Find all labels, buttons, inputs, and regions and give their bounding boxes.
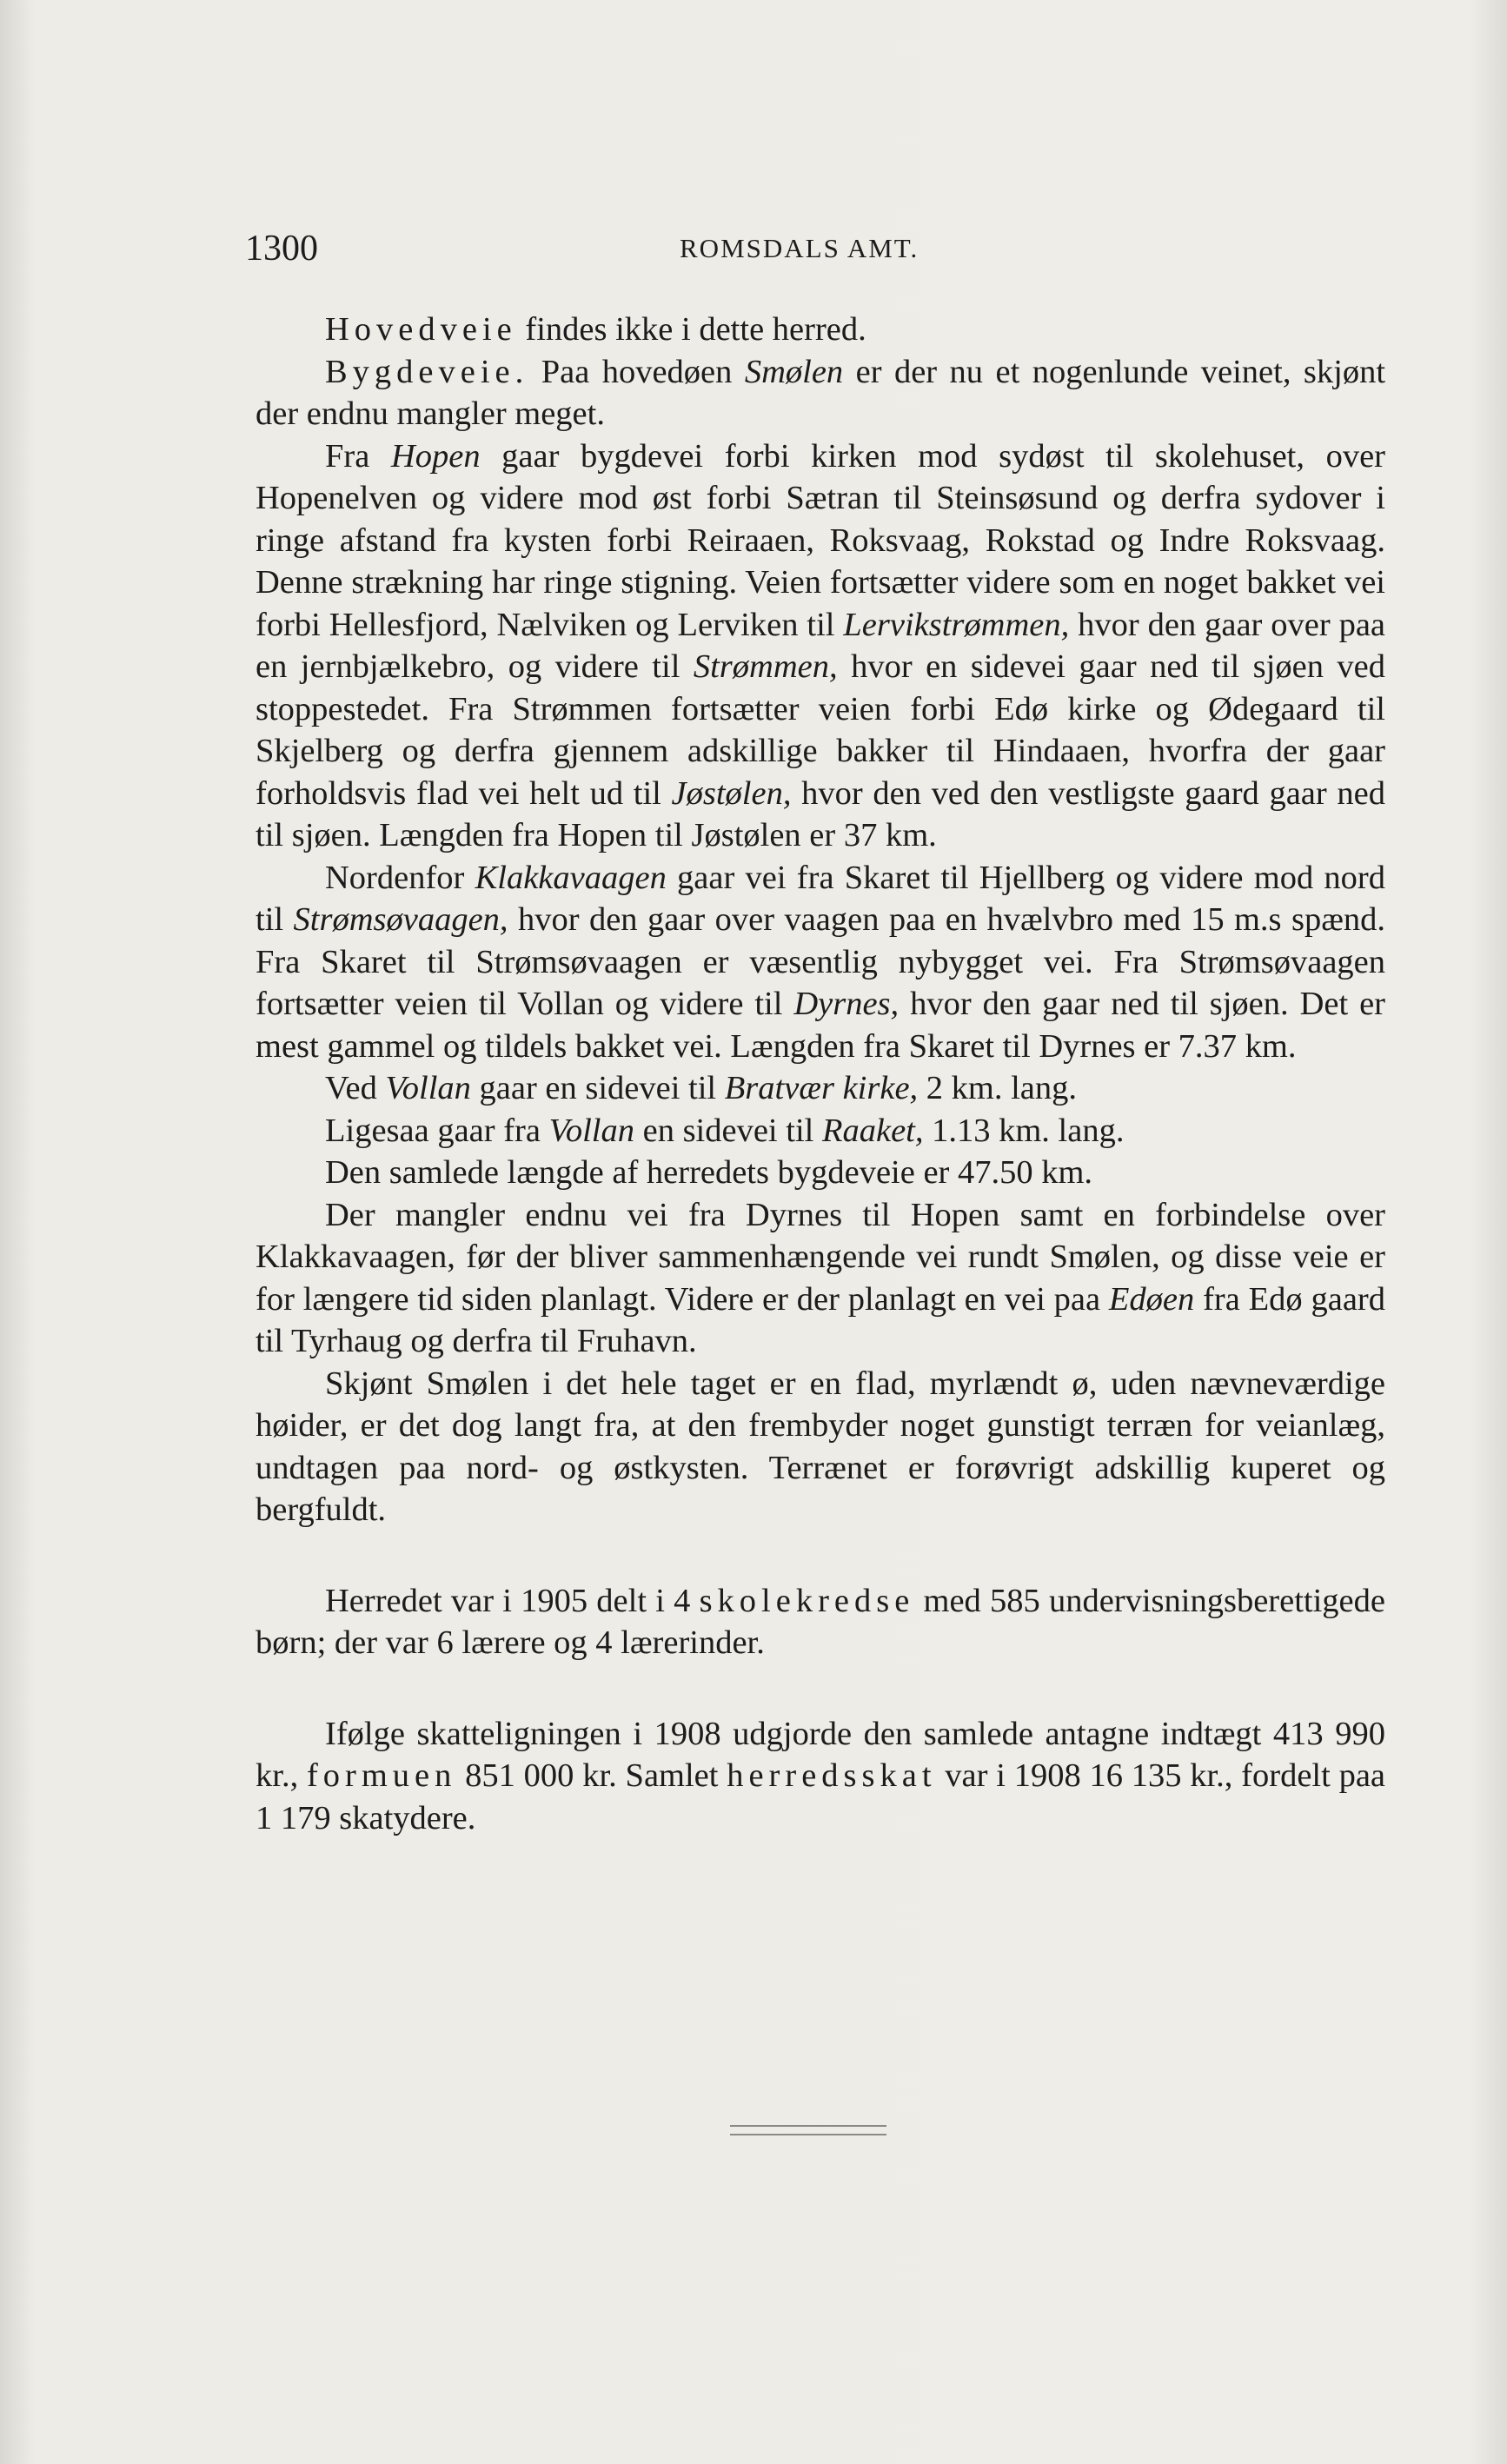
place-name: Strømsøvaagen, xyxy=(293,901,508,938)
paragraph-text: 851 000 kr. Samlet xyxy=(456,1757,727,1794)
paragraph-text: Nordenfor xyxy=(325,859,475,896)
section-term-skolekredse: skolekredse xyxy=(699,1582,915,1619)
paragraph-text: var i 1908 16 135 kr., fordelt paa 1 179 skatydere. xyxy=(256,1757,1385,1836)
paragraph-text: hvor den gaar ned til sjøen. Det er mest gammel og tildels bakket vei. Længden fra Skaret til Dyrnes er 7.37 km. xyxy=(256,986,1385,1065)
paragraph-text: hvor den gaar over vaagen paa en hvælvbro med 15 m.s spænd. Fra Skaret til Strømsøvaagen er væsentlig nybygget vei. Fra Strømsøvaagen fortsætter veien til Vollan og videre til xyxy=(256,901,1385,1022)
place-name: Edøen xyxy=(1108,1280,1195,1318)
paragraph-text: 2 km. lang. xyxy=(918,1070,1078,1106)
paragraph-text: Der mangler endnu vei fra Dyrnes til Hopen samt en forbindelse over Klakkavaagen, før der bliver sammenhængende vei rundt Smølen, og disse veie er for længere tid siden planlagt. Videre er der planlagt en vei paa xyxy=(256,1196,1385,1318)
section-term-formuen: formuen xyxy=(306,1757,457,1794)
paragraph-schools xyxy=(256,1580,1385,1664)
place-name: Vollan xyxy=(548,1112,634,1149)
place-name: Smølen xyxy=(744,353,844,390)
place-name: Bratvær kirke, xyxy=(724,1070,919,1106)
paragraph-text: Ifølge skatteligningen i 1908 udgjorde den samlede antagne indtægt 413 990 kr., xyxy=(256,1715,1385,1794)
paragraph-vollan-sidevei xyxy=(256,1067,1385,1110)
paragraph-text: hvor den ved den vestligste gaard gaar ned til sjøen. Længden fra Hopen til Jøstølen er 37 km. xyxy=(256,774,1385,853)
section-term-bygdeveie: Bygdeveie. xyxy=(325,353,529,390)
paragraph-text: Fra xyxy=(325,437,391,475)
paragraph-taxes xyxy=(256,1713,1385,1840)
paragraph-text: er der nu et nogenlunde veinet, skjønt der endnu mangler meget. xyxy=(256,353,1386,432)
paragraph-text: Ved xyxy=(325,1070,386,1106)
paragraph-terrain: Skjønt Smølen i det hele taget er en flad, myrlændt ø, uden nævneværdige høider, er det dog langt fra, at den frembyder noget gunstigt terræn for veianlæg, undtagen paa nord- og østkysten. Terrænet er forøvrigt adskillig kuperet og bergfuldt. xyxy=(256,1365,1385,1528)
page-header xyxy=(245,228,1401,280)
paragraph-text: hvor en sidevei gaar ned til sjøen ved stoppestedet. Fra Strømmen fortsætter veien forbi Edø kirke og Ødegaard til Skjelberg og derfra gjennem adskillige bakker til Hindaaen, hvorfra der gaar forholdsvis flad vei helt ud til xyxy=(256,648,1385,812)
section-term-herredsskat: herredsskat xyxy=(727,1757,937,1794)
paragraph-text: Herredet var i 1905 delt i 4 xyxy=(325,1582,700,1619)
paragraph-text: gaar bygdevei forbi kirken mod sydøst til skolehuset, over Hopenelven og videre mod øst forbi Sætran til Steinsøsund og derfra sydover i ringe afstand fra kysten forbi Reiraaen, Roksvaag, Rokstad og Indre Roksvaag. Denne strækning har ringe stigning. Veien fortsætter videre som en noget bakket vei forbi Hellesfjord, Nælviken og Lerviken til xyxy=(256,437,1385,643)
paragraph-text: hvor den gaar over paa en jernbjælkebro, og videre til xyxy=(256,606,1385,685)
paragraph-text: gaar vei fra Skaret til Hjellberg og videre mod nord til xyxy=(256,859,1385,938)
paragraph-bygdeveie xyxy=(256,351,1385,435)
paragraph-klakkavaagen-route xyxy=(256,857,1385,1068)
paragraph-text: Paa hovedøen xyxy=(528,353,745,390)
body-text xyxy=(256,309,1385,1839)
place-name: Jøstølen, xyxy=(671,774,792,812)
place-name: Strømmen, xyxy=(693,648,838,685)
place-name: Raaket, xyxy=(821,1112,924,1149)
paragraph-hovedveie xyxy=(256,309,1385,351)
paragraph-text: fra Edø gaard til Tyrhaug og derfra til Fruhavn. xyxy=(256,1280,1385,1359)
paragraph-text: gaar en sidevei til xyxy=(470,1070,725,1106)
section-divider-rule xyxy=(730,2125,886,2135)
paragraph-hopen-route xyxy=(256,435,1385,857)
paragraph-text: Ligesaa gaar fra xyxy=(325,1112,549,1149)
paragraph-text: en sidevei til xyxy=(634,1112,822,1149)
place-name: Dyrnes, xyxy=(793,986,900,1022)
paragraph-total-length: Den samlede længde af herredets bygdeveie er 47.50 km. xyxy=(325,1154,1093,1191)
paragraph-raaket-sidevei xyxy=(256,1110,1385,1152)
paragraph-text: 1.13 km. lang. xyxy=(923,1112,1125,1149)
running-head: ROMSDALS AMT. xyxy=(680,233,919,263)
section-term-hovedveie: Hovedveie xyxy=(325,311,517,348)
page-number: 1300 xyxy=(245,229,318,269)
place-name: Vollan xyxy=(385,1070,471,1106)
place-name: Klakkavaagen xyxy=(475,859,667,896)
place-name: Hopen xyxy=(390,437,481,475)
paragraph-text: findes ikke i dette herred. xyxy=(516,311,866,348)
place-name: Lervikstrømmen, xyxy=(843,606,1070,643)
paragraph-planned-roads xyxy=(256,1194,1385,1363)
paragraph-text: med 585 undervisningsberettigede børn; der var 6 lærere og 4 lærerinder. xyxy=(256,1582,1385,1661)
